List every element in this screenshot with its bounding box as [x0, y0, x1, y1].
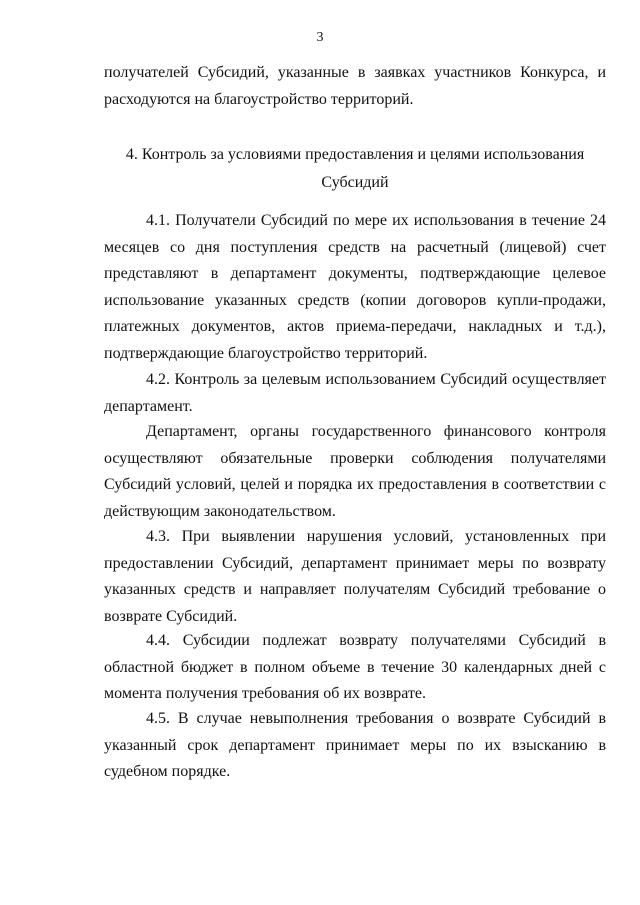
paragraph-text: 4.1. Получатели Субсидий по мере их использования в течение 24 месяцев со дня поступления средств на расчетный (лицевой) счет представляют в департамент документы, подтверждающие целевое использование указанных средств (копии договоров купли-продажи, платежных документов, актов приема-передачи, накладных и т.д.), подтверждающие благоустройство территорий. — [104, 212, 606, 362]
page-number: 3 — [316, 30, 324, 45]
paragraph-4-1 — [104, 208, 606, 367]
paragraph-4-4 — [104, 628, 606, 708]
paragraph-department-control — [104, 419, 606, 525]
paragraph-text: 4.2. Контроль за целевым использованием Субсидий осуществляет департамент. — [104, 371, 606, 415]
section-heading — [104, 141, 606, 197]
paragraph-text: получателей Субсидий, указанные в заявках участников Конкурса, и расходуются на благоустройство территорий. — [104, 64, 606, 108]
continuation-paragraph — [104, 60, 606, 113]
paragraph-4-3 — [104, 524, 606, 630]
paragraph-text: 4.5. В случае невыполнения требования о возврате Субсидий в указанный срок департамент принимает меры по их взысканию в судебном порядке. — [104, 710, 606, 780]
paragraph-text: 4.4. Субсидии подлежат возврату получателями Субсидий в областной бюджет в полном объеме в течение 30 календарных дней с момента получения требования об их возврате. — [104, 632, 606, 702]
section-heading-line-1: 4. Контроль за условиями предоставления и целями использования — [125, 146, 585, 163]
paragraph-text: Департамент, органы государственного финансового контроля осуществляют обязательные проверки соблюдения получателями Субсидий условий, целей и порядка их предоставления в соответствии с действующим законодательством. — [104, 423, 606, 520]
paragraph-4-2 — [104, 367, 606, 420]
section-heading-line-2: Субсидий — [321, 174, 389, 191]
paragraph-text: 4.3. При выявлении нарушения условий, установленных при предоставлении Субсидий, департамент принимает меры по возврату указанных средств и направляет получателям Субсидий требование о возврате Субсидий. — [104, 528, 606, 625]
paragraph-4-5 — [104, 706, 606, 786]
